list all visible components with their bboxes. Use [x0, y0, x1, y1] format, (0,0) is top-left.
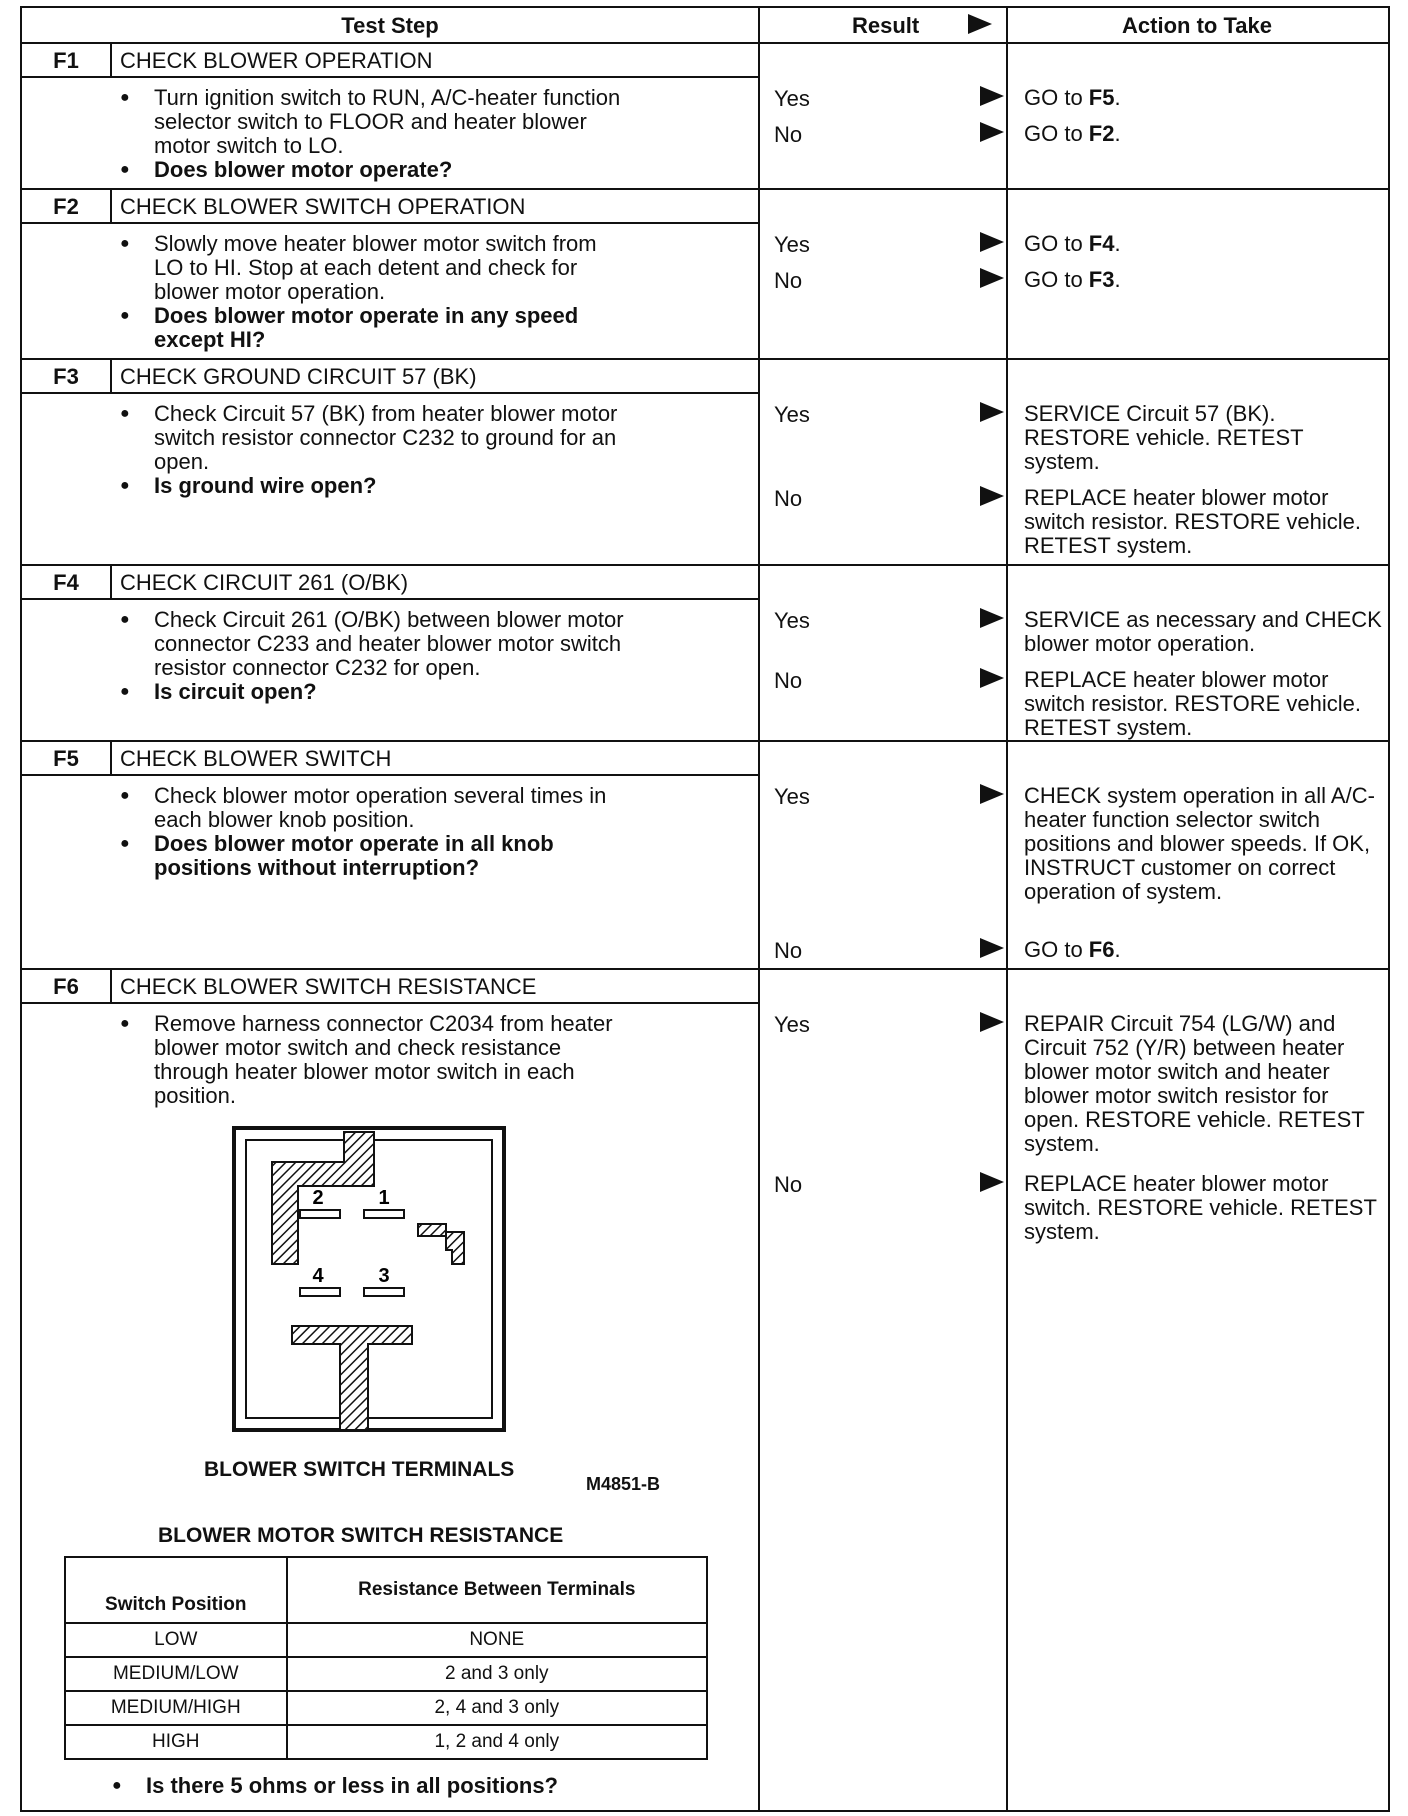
divider-action [1006, 8, 1008, 1810]
column-header: Resistance Between Terminals [287, 1557, 707, 1623]
result-no: No [774, 668, 803, 693]
step-item: ● Slowly move heater blower motor switch from LO to HI. Stop at each detent and check for blower motor operation. [120, 232, 628, 304]
diagram-caption: BLOWER SWITCH TERMINALS [204, 1458, 515, 1481]
action-yes: GO to F4. [1024, 231, 1121, 256]
result-yes: Yes [774, 608, 810, 633]
step-item: ● Check Circuit 57 (BK) from heater blower motor switch resistor connector C232 to ground for an open. [120, 402, 628, 474]
step-question: ● Does blower motor operate in all knob positions without interruption? [120, 832, 628, 880]
result-no: No [774, 486, 803, 511]
section-id: F4 [53, 570, 79, 595]
step-item: ● Remove harness connector C2034 from heater blower motor switch and check resistance through heater blower motor switch in each position. [120, 1012, 628, 1108]
result-no: No [774, 122, 803, 147]
result-yes: Yes [774, 784, 810, 809]
step-question: ● Is ground wire open? [120, 474, 628, 498]
action-yes: SERVICE Circuit 57 (BK). RESTORE vehicle. RETEST system. [1024, 401, 1304, 474]
step-list [120, 402, 628, 498]
table-row: MEDIUM/HIGH 2, 4 and 3 only [65, 1691, 707, 1725]
section-title: CHECK GROUND CIRCUIT 57 (BK) [120, 364, 477, 389]
section-title: CHECK BLOWER OPERATION [120, 48, 433, 73]
step-question: ● Is there 5 ohms or less in all positions? [112, 1774, 648, 1798]
arrow-icon [980, 938, 1004, 958]
terminal-label: 3 [378, 1265, 390, 1287]
section-title: CHECK BLOWER SWITCH RESISTANCE [120, 974, 537, 999]
terminal-label: 1 [378, 1187, 390, 1209]
step-list [120, 608, 628, 704]
result-yes: Yes [774, 1012, 810, 1037]
diagnostic-table [20, 6, 1390, 1812]
action-yes: SERVICE as necessary and CHECK blower motor operation. [1024, 607, 1382, 656]
divider-result [758, 8, 760, 1810]
action-no: GO to F3. [1024, 267, 1121, 292]
arrow-icon [980, 1172, 1004, 1192]
action-yes: CHECK system operation in all A/C-heater function selector switch positions and blower speeds. If OK, INSTRUCT customer on correct operation of system. [1024, 783, 1375, 904]
action-yes: REPAIR Circuit 754 (LG/W) and Circuit 752 (Y/R) between heater blower motor switch and heater blower motor switch resistor for open. RESTORE vehicle. RETEST system. [1024, 1011, 1365, 1156]
terminal-4 [300, 1288, 340, 1296]
result-no: No [774, 1172, 803, 1197]
figure-id: M4851-B [586, 1474, 661, 1494]
result-no: No [774, 268, 803, 293]
result-yes: Yes [774, 86, 810, 111]
resistance-table-title: BLOWER MOTOR SWITCH RESISTANCE [158, 1524, 564, 1547]
terminal-2 [300, 1210, 340, 1218]
arrow-icon [980, 784, 1004, 804]
arrow-icon [980, 486, 1004, 506]
table-row: MEDIUM/LOW 2 and 3 only [65, 1657, 707, 1691]
arrow-icon [980, 86, 1004, 106]
arrow-icon [980, 268, 1004, 288]
section-id: F5 [53, 746, 79, 771]
section-id: F3 [53, 364, 79, 389]
terminal-3 [364, 1288, 404, 1296]
arrow-icon [980, 232, 1004, 252]
action-no: REPLACE heater blower motor switch resistor. RESTORE vehicle. RETEST system. [1024, 667, 1362, 740]
section-id: F6 [53, 974, 79, 999]
resistance-table [64, 1556, 708, 1760]
action-no: GO to F6. [1024, 937, 1121, 962]
header-result-label: Result [852, 13, 920, 38]
step-question: ● Does blower motor operate in any speed except HI? [120, 304, 628, 352]
arrow-icon [980, 122, 1004, 142]
step-item: ● Check Circuit 261 (O/BK) between blower motor connector C233 and heater blower motor switch resistor connector C232 for open. [120, 608, 628, 680]
action-no: REPLACE heater blower motor switch resistor. RESTORE vehicle. RETEST system. [1024, 485, 1362, 558]
header-action: Action to Take [1122, 13, 1272, 38]
section-title: CHECK CIRCUIT 261 (O/BK) [120, 570, 409, 595]
action-no: REPLACE heater blower motor switch. RESTORE vehicle. RETEST system. [1024, 1171, 1377, 1244]
step-question: ● Does blower motor operate? [120, 158, 628, 182]
step-list [120, 1012, 628, 1108]
header-test-step: Test Step [341, 13, 439, 38]
terminal-1 [364, 1210, 404, 1218]
step-list [120, 784, 628, 880]
step-question: ● Is circuit open? [120, 680, 628, 704]
header-arrow-icon [968, 14, 992, 34]
table-row: HIGH 1, 2 and 4 only [65, 1725, 707, 1759]
result-no: No [774, 938, 803, 963]
step-list [120, 86, 628, 182]
column-header: Switch Position [65, 1557, 287, 1623]
table-row: LOW NONE [65, 1623, 707, 1657]
arrow-icon [980, 1012, 1004, 1032]
section-title: CHECK BLOWER SWITCH OPERATION [120, 194, 526, 219]
step-item: ● Turn ignition switch to RUN, A/C-heater function selector switch to FLOOR and heater blower motor switch to LO. [120, 86, 628, 158]
blower-switch-terminals-diagram [232, 1126, 532, 1436]
terminal-label: 4 [312, 1265, 324, 1287]
section-title: CHECK BLOWER SWITCH [120, 746, 392, 771]
action-no: GO to F2. [1024, 121, 1121, 146]
terminal-label: 2 [312, 1187, 324, 1209]
arrow-icon [980, 402, 1004, 422]
f6-question [112, 1774, 648, 1798]
result-yes: Yes [774, 232, 810, 257]
result-yes: Yes [774, 402, 810, 427]
step-list [120, 232, 628, 352]
arrow-icon [980, 668, 1004, 688]
step-item: ● Check blower motor operation several times in each blower knob position. [120, 784, 628, 832]
section-id: F2 [53, 194, 79, 219]
arrow-icon [980, 608, 1004, 628]
action-yes: GO to F5. [1024, 85, 1121, 110]
section-id: F1 [53, 48, 79, 73]
header-result [762, 8, 1002, 44]
